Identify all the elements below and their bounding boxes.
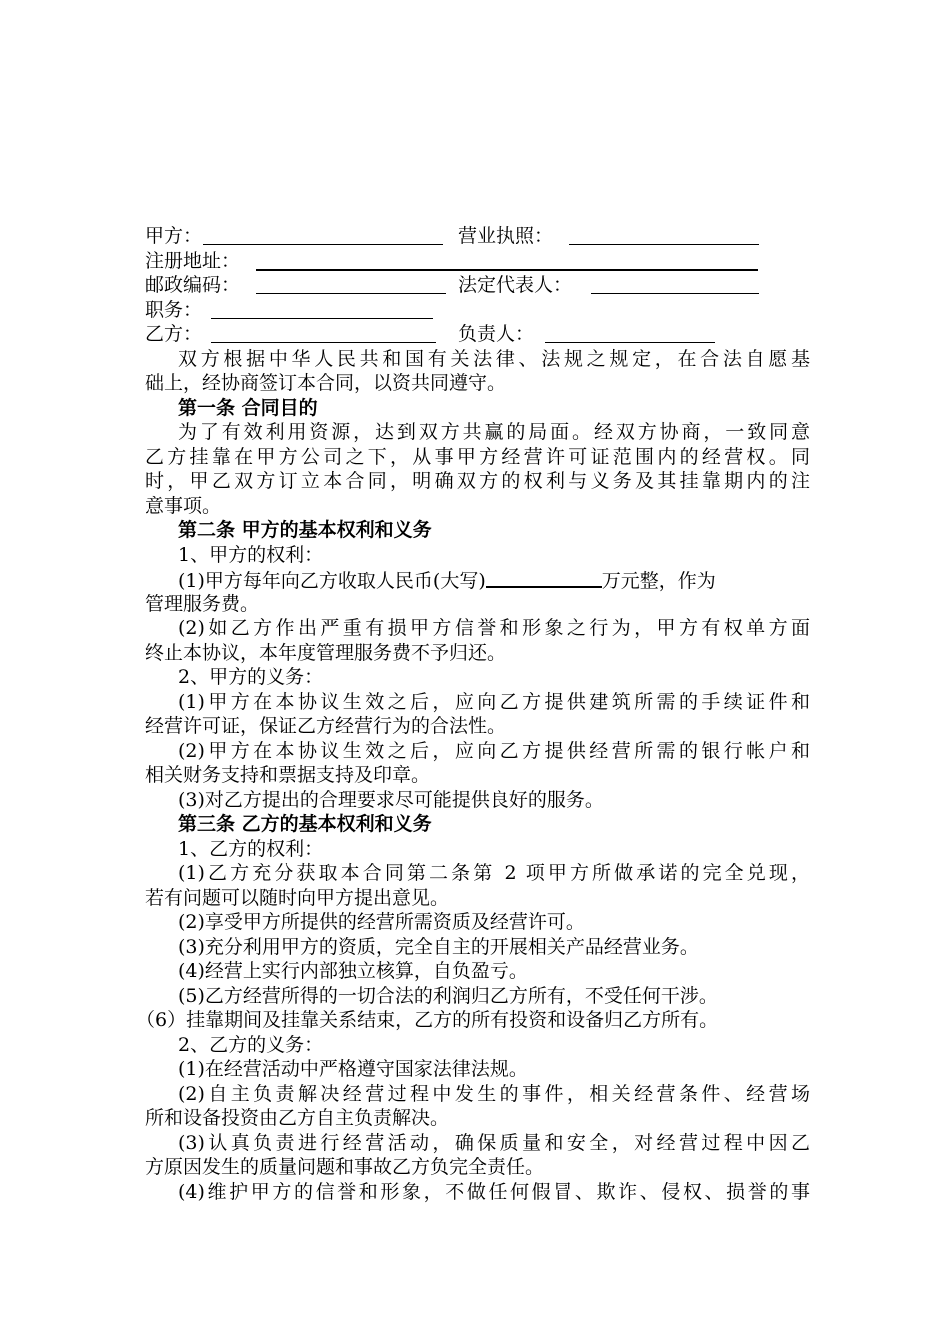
contract-page (136, 224, 810, 1204)
article1-line-4: 意事项。 (145, 494, 222, 517)
responsible-field[interactable] (545, 324, 715, 343)
party-b-field[interactable] (211, 324, 436, 343)
party-a-field[interactable] (203, 226, 443, 245)
party-b-label: 乙方： (145, 323, 203, 345)
article1-line-1: 为了有效利用资源，达到双方共赢的局面。经双方协商，一致同意 (178, 421, 810, 443)
article2-right-2-cont: 终止本协议，本年度管理服务费不予归还。 (145, 641, 507, 664)
postal-code-field[interactable] (256, 275, 446, 294)
responsible-label: 负责人： (458, 323, 535, 345)
party-b-row (145, 322, 810, 347)
article3-right-3: (3)充分利用甲方的资质，完全自主的开展相关产品经营业务。 (178, 935, 699, 958)
business-license-field[interactable] (569, 226, 759, 245)
registered-address-label: 注册地址： (145, 249, 241, 272)
article2-right-1-text-a: (1)甲方每年向乙方收取人民币(大写) (178, 570, 486, 592)
article3-right-1-cont: 若有问题可以随时向甲方提出意见。 (145, 886, 450, 909)
position-row (145, 298, 810, 323)
fee-amount-field[interactable] (486, 568, 602, 588)
article3-duty-2: (2)自主负责解决经营过程中发生的事件，相关经营条件、经营场 (178, 1082, 810, 1105)
article3-right-1: (1)乙方充分获取本合同第二条第 2 项甲方所做承诺的完全兑现， (178, 862, 810, 884)
legal-rep-label: 法定代表人： (458, 274, 573, 296)
intro-line-2: 础上，经协商签订本合同，以资共同遵守。 (145, 372, 507, 394)
article3-duty-3-cont: 方原因发生的质量问题和事故乙方负完全责任。 (145, 1156, 545, 1178)
article3-right-4: (4)经营上实行内部独立核算，自负盈亏。 (178, 960, 528, 982)
article3-rights-heading: 1、乙方的权利： (178, 837, 324, 860)
article1-title: 第一条 合同目的 (178, 396, 318, 419)
article2-right-1 (145, 567, 810, 592)
article2-duty-2: (2)甲方在本协议生效之后，应向乙方提供经营所需的银行帐户和 (178, 739, 810, 762)
party-a-row (145, 224, 810, 249)
business-license-label: 营业执照： (458, 225, 554, 247)
article3-title: 第三条 乙方的基本权利和义务 (178, 813, 432, 835)
article1-line-3: 时，甲乙双方订立本合同，明确双方的权利与义务及其挂靠期内的注 (145, 470, 810, 492)
article2-right-1-text-b: 万元整，作为 (601, 570, 716, 592)
article3-duty-1: (1)在经营活动中严格遵守国家法律法规。 (178, 1058, 528, 1080)
article2-duty-2-cont: 相关财务支持和票据支持及印章。 (145, 764, 431, 786)
intro-line-1: 双方根据中华人民共和国有关法律、法规之规定，在合法自愿基 (178, 347, 810, 370)
article3-duty-3: (3)认真负责进行经营活动，确保质量和安全，对经营过程中因乙 (178, 1131, 810, 1154)
article3-duties-heading: 2、乙方的义务： (178, 1033, 324, 1056)
article2-duty-1: (1)甲方在本协议生效之后，应向乙方提供建筑所需的手续证件和 (178, 690, 810, 713)
article2-duty-1-cont: 经营许可证，保证乙方经营行为的合法性。 (145, 715, 507, 737)
article2-title: 第二条 甲方的基本权利和义务 (178, 519, 432, 541)
article3-right-2: (2)享受甲方所提供的经营所需资质及经营许可。 (178, 911, 585, 933)
article2-right-1-cont: 管理服务费。 (145, 592, 260, 615)
position-field[interactable] (211, 300, 433, 319)
registered-address-row (145, 249, 810, 274)
party-a-label: 甲方： (145, 225, 203, 247)
legal-rep-field[interactable] (591, 275, 759, 294)
article2-duties-heading: 2、甲方的义务： (178, 666, 324, 688)
postal-code-row (145, 273, 810, 298)
article3-right-6: （6）挂靠期间及挂靠关系结束，乙方的所有投资和设备归乙方所有。 (136, 1009, 719, 1031)
position-label: 职务： (145, 298, 203, 321)
article2-rights-heading: 1、甲方的权利： (178, 543, 324, 566)
article2-duty-3: (3)对乙方提出的合理要求尽可能提供良好的服务。 (178, 788, 604, 811)
article1-line-2: 乙方挂靠在甲方公司之下，从事甲方经营许可证范围内的经营权。同 (145, 445, 810, 468)
article3-duty-2-cont: 所和设备投资由乙方自主负责解决。 (145, 1107, 450, 1129)
article2-right-2: (2)如乙方作出严重有损甲方信誉和形象之行为，甲方有权单方面 (178, 617, 810, 639)
article3-duty-4: (4)维护甲方的信誉和形象，不做任何假冒、欺诈、侵权、损誉的事 (178, 1180, 810, 1203)
registered-address-field[interactable] (256, 251, 758, 271)
article3-right-5: (5)乙方经营所得的一切合法的利润归乙方所有，不受任何干涉。 (178, 984, 718, 1007)
postal-code-label: 邮政编码： (145, 274, 241, 296)
